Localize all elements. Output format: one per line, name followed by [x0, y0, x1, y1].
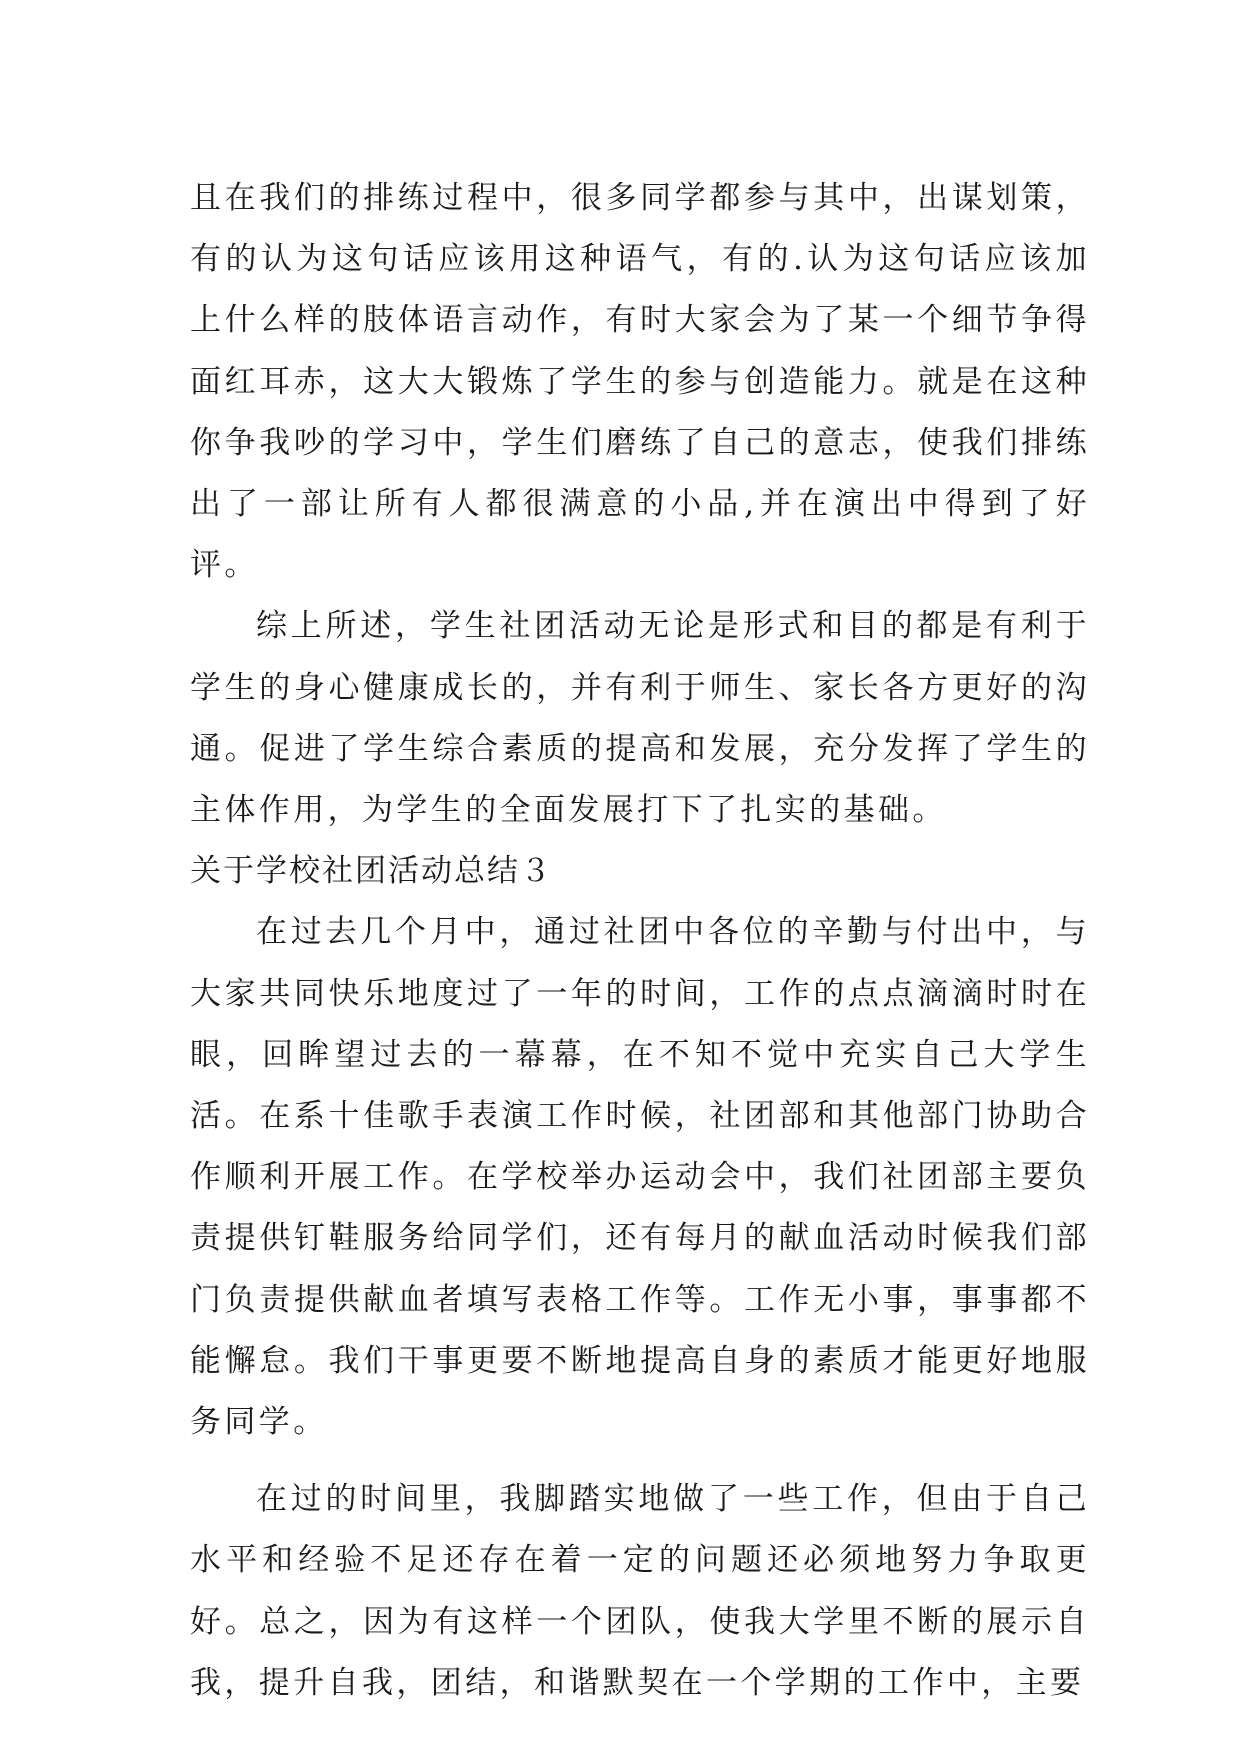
document-body — [190, 168, 1090, 1714]
paragraph-1: 且在我们的排练过程中，很多同学都参与其中，出谋划策，有的认为这句话应该用这种语气，有的.认为这句话应该加上什么样的肢体语言动作，有时大家会为了某一个细节争得面红耳赤，这大大锻炼了学生的参与创造能力。就是在这种你争我吵的学习中，学生们磨练了自己的意志，使我们排练出了一部让所有人都很满意的小品,并在演出中得到了好评。 — [190, 180, 1090, 584]
section-title: 关于学校社团活动总结３ — [190, 853, 553, 890]
paragraph-2: 综上所述，学生社团活动无论是形式和目的都是有利于学生的身心健康成长的，并有利于师生、家长各方更好的沟通。促进了学生综合素质的提高和发展，充分发挥了学生的主体作用，为学生的全面发展打下了扎实的基础。 — [190, 608, 1090, 829]
section-paragraph-1: 在过去几个月中，通过社团中各位的辛勤与付出中，与大家共同快乐地度过了一年的时间，工作的点点滴滴时时在眼，回眸望过去的一幕幕，在不知不觉中充实自己大学生活。在系十佳歌手表演工作时候，社团部和其他部门协助合作顺利开展工作。在学校举办运动会中，我们社团部主要负责提供钉鞋服务给同学们，还有每月的献血活动时候我们部门负责提供献血者填写表格工作等。工作无小事，事事都不能懈怠。我们干事更要不断地提高自身的素质才能更好地服务同学。 — [190, 914, 1090, 1441]
section-paragraph-2: 在过的时间里，我脚踏实地做了一些工作，但由于自己水平和经验不足还存在着一定的问题还必须地努力争取更好。总之，因为有这样一个团队，使我大学里不断的展示自我，提升自我，团结，和谐默契在一个学期的工作中，主要 — [190, 1481, 1090, 1701]
